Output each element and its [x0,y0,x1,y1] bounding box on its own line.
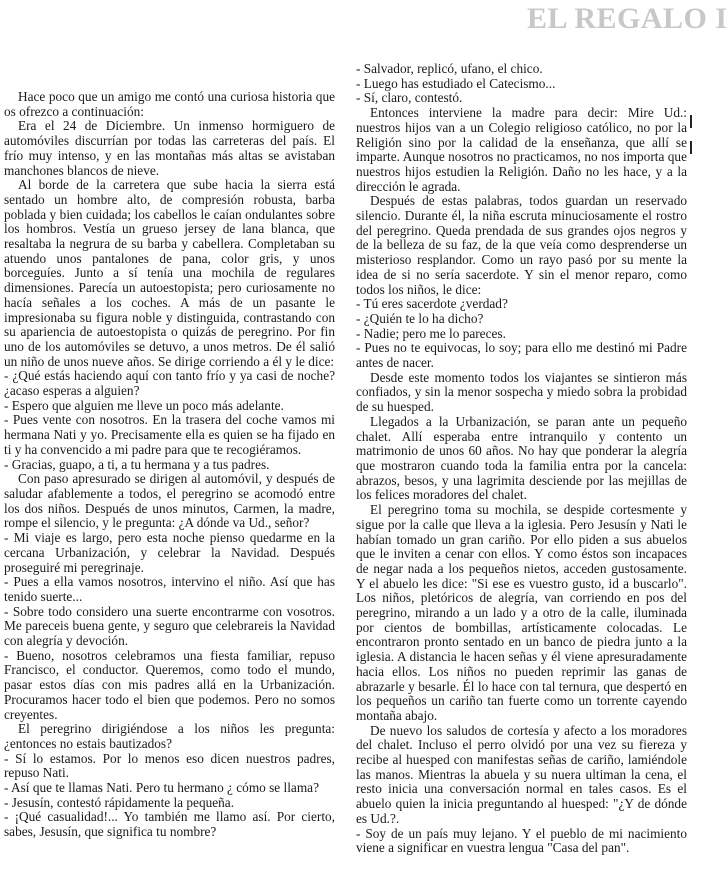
dialogue-line: - Gracias, guapo, a ti, a tu hermana y a tus padres. [4,456,270,472]
dialogue-line: - Sobre todo considero una suerte encontrarme con vosotros. Me pareceis buena gente, y seguro que celebrareis la Navidad con alegría y devoción. [4,603,335,649]
paragraph: Hace poco que un amigo me contó una curiosa historia que os ofrezco a continuación: [4,89,335,119]
dialogue-line: - Mi viaje es largo, pero esta noche pienso quedarme en la cercana Urbanización, y celebrar la Navidad. Después proseguiré mi peregrinaje. [4,530,335,575]
dialogue-line: - Jesusín, contestó rápidamente la pequeña. [4,794,235,810]
paragraph: Llegados a la Urbanización, se paran ante un pequeño chalet. Allí esperaba entre intranquilo y contento un matrimonio de unos 60 años. No hay que ponderar la alegría que mostraron cuando toda la familia entra por la cancela: abrazos, besos, y una lagrimita desciende por las mejillas de los felices moradores del chalet. [356,413,687,503]
paragraph: Con paso apresurado se dirigen al automóvil, y después de saludar afablemente a todos, el peregrino se acomodó entre los dos niños. Después de unos minutos, Carmen, la madre, rompe el silencio, y le pregunta: ¿A dónde va Ud., señor? [4,471,335,531]
dialogue-line: - Espero que alguien me lleve un poco más adelante. [4,397,284,413]
dialogue-line: - Bueno, nosotros celebramos una fiesta familiar, repuso Francisco, el conductor. Queremos, como todo el mundo, pasar estos días con mis padres allá en la Urbanización. Procuramos hacer todo el bien que podemos. Pero no somos creyentes. [4,647,335,722]
margin-mark [690,141,692,154]
dialogue-line: - Pues no te equivocas, lo soy; para ello me destinó mi Padre antes de nacer. [356,340,687,371]
margin-mark [690,115,692,128]
right-text-column [356,62,687,856]
dialogue-line: - Tú eres sacerdote ¿verdad? [356,296,508,312]
dialogue-line: - Luego has estudiado el Catecismo... [356,75,556,91]
paragraph: Entonces interviene la madre para decir: Mire Ud.: nuestros hijos van a un Colegio religioso católico, no por la Religión sino por la calidad de la enseñanza, que allí se imparte. Aunque nosotros no practicamos, no nos importa que nuestros hijos estudien la Religión. Daño no les hace, y a la dirección le agrada. [356,105,687,194]
dialogue-line: - Sí, claro, contestó. [356,90,463,106]
paragraph: El peregrino dirigiéndose a los niños les pregunta: ¿entonces no estais bautizados? [4,721,335,751]
dialogue-line: - ¿Qué estás haciendo aquí con tanto frío y ya casi de noche? ¿acaso esperas a alguien? [4,368,335,399]
paragraph: Después de estas palabras, todos guardan un reservado silencio. Durante él, la niña escruta minuciosamente el rostro del peregrino. Queda prendada de sus grandes ojos negros y de la belleza de su faz, de la que veía como desprenderse un misterioso resplandor. Como un rayo pasó por su mente la idea de si no sería sacerdote. Y sin el menor reparo, como todos los niños, le dice: [356,193,687,297]
dialogue-line: - Soy de un país muy lejano. Y el pueblo de mi nacimiento viene a significar en vuestra lengua "Casa del pan". [356,825,687,856]
dialogue-line: - Así que te llamas Nati. Pero tu hermano ¿ cómo se llama? [4,780,319,796]
dialogue-line: - ¡Qué casualidad!... Yo también me llamo así. Por cierto, sabes, Jesusín, que significa tu nombre? [4,809,335,840]
paragraph: De nuevo los saludos de cortesía y afecto a los moradores del chalet. Incluso el perro olvidó por una vez su fiereza y recibe al huesped con manifestas señas de cariño, lamiéndole las manos. Mientras la abuela y su nuera ultiman la cena, el resto inicia una conversación normal en tales casos. Es el abuelo quien la inicia preguntando al huesped: "¿Y de dónde es Ud.?. [356,722,687,826]
paragraph: Era el 24 de Diciembre. Un inmenso hormiguero de automóviles discurrían por todas las carreteras del país. El frío muy intenso, y en las montañas más altas se avistaban manchones blancos de nieve. [4,118,335,178]
page-title: EL REGALO I [527,2,728,35]
dialogue-line: - Sí lo estamos. Por lo menos eso dicen nuestros padres, repuso Nati. [4,750,335,781]
dialogue-line: - Pues a ella vamos nosotros, intervino el niño. Así que has tenido suerte... [4,574,335,604]
paragraph: El peregrino toma su mochila, se despide cortesmente y sigue por la calle que lleva a la iglesia. Pero Jesusín y Nati le habían tomado un gran cariño. Por ello piden a sus abuelos que le inviten a cenar con ellos. Y como éstos son incapaces de negar nada a los pequeños nietos, acceden gustosamente. Y el abuelo les dice: "Si ese es vuestro gusto, id a buscarlo". Los niños, pletóricos de alegría, van corriendo en pos del peregrino, mirando a un lado y a otro de la calle, iluminada por cientos de bombillas, artísticamente colocadas. Le encontraron pronto sentado en un banco de piedra junto a la iglesia. A distancia le hacen señas y él viene apresuradamente hacia ellos. Los niños no pueden reprimir las ganas de abrazarle y besarle. Él lo hace con tal ternura, que despertó en los pequeños un cariño tan fuerte como un torrente cayendo montaña abajo. [356,502,687,723]
paragraph: Desde este momento todos los viajantes se sintieron más confiados, y sin la menor sospecha y miedo sobra la probidad de su huesped. [356,369,687,415]
paragraph: Al borde de la carretera que sube hacia la sierra está sentado un hombre alto, de compresión robusta, barba poblada y bien cuidada; los cabellos le caían ondulantes sobre los hombros. Vestía un grueso jersey de lana blanca, que resaltaba la negrura de su barba y cabellera. Completaban su atuendo unos pantalones de pana, color gris, y unos borceguíes. Junto a sí tenía una mochila de regulares dimensiones. Parecía un autoestopista; pero curiosamente no hacía señales a los coches. A más de un pasante le impresionaba su figura noble y distinguida, contrastando con su apariencia de autoestopista o quizás de peregrino. Por fin uno de los automóviles se detuvo, a unos metros. De él salió un niño de unos nueve años. Se dirige corriendo a él y le dice: [4,177,335,369]
dialogue-line: - ¿Quién te lo ha dicho? [356,310,484,326]
dialogue-line: - Salvador, replicó, ufano, el chico. [356,61,543,76]
left-text-column [4,90,335,840]
dialogue-line: - Nadie; pero me lo pareces. [356,325,506,341]
dialogue-line: - Pues vente con nosotros. En la trasera del coche vamos mi hermana Nati y yo. Precisamente ella es quien se ha fijado en ti y ha convencido a mi padre para que te recogiéramos. [4,412,335,457]
